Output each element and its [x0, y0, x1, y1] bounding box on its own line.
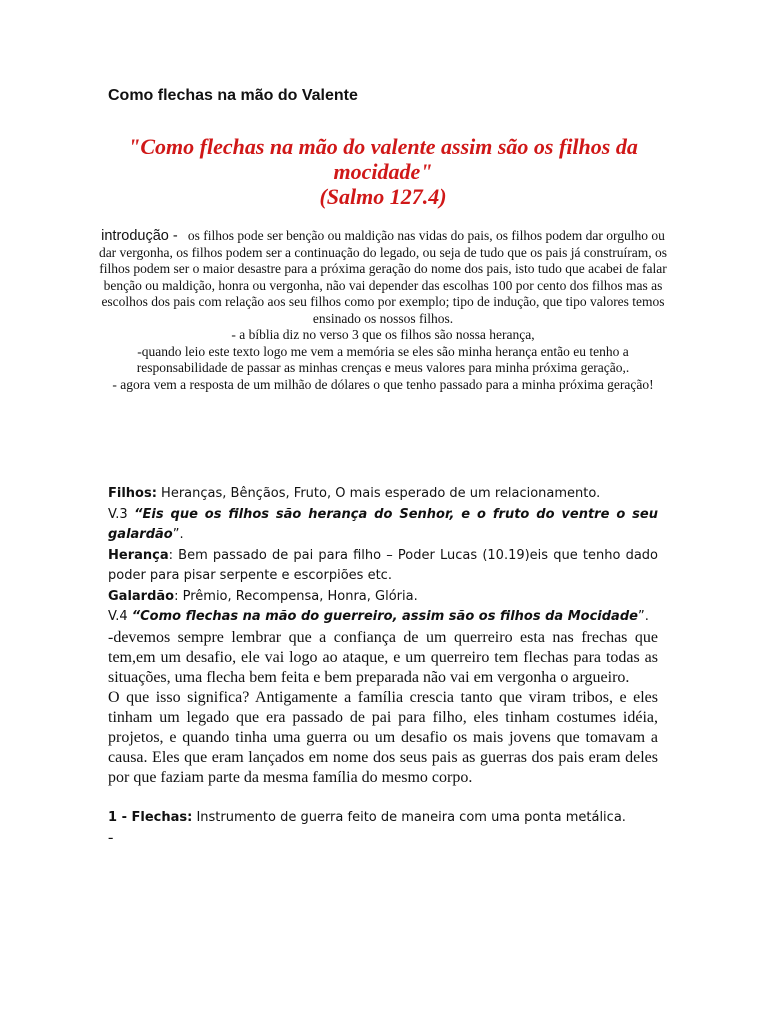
heranca-text: : Bem passado de pai para filho – Poder Lucas (10.19)eis que tenho dado poder para pisar serpente e escorpiões etc.	[108, 547, 658, 583]
heranca-label: Herança	[108, 547, 169, 563]
heading-line-2: mocidade"	[333, 159, 433, 184]
intro-text: os filhos pode ser benção ou maldição nas vidas do pais, os filhos podem dar orgulho ou dar vergonha, os filhos podem ser a continuação do legado, ou seja de tudo que os pais já construíram, os filhos podem ser o maior desastre para a próxima geração do nome dos pais, isto tudo que acabei de falar benção ou maldição, honra ou vergonha, não vai depender das escolhas 100 por cento dos filhos mas as escolhos dos pais com relação aos seu filhos como por exemplo; tipo de indução, que tipo valores temos ensinado os nossos filhos.	[98, 228, 668, 326]
verse-3-end: ”.	[172, 527, 184, 542]
main-body	[108, 484, 658, 848]
galardao-text: : Prêmio, Recompensa, Honra, Glória.	[174, 588, 418, 604]
flechas-paragraph	[108, 808, 658, 829]
intro-lead: introdução -	[101, 228, 178, 244]
page-title: Como flechas na mão do Valente	[108, 87, 358, 104]
verse-3-paragraph	[108, 505, 658, 546]
flechas-label: 1 - Flechas:	[108, 809, 193, 825]
intro-line-4: - agora vem a resposta de um milhão de dólares o que tenho passado para a minha próxima geração!	[112, 376, 654, 392]
meaning-paragraph: O que isso significa? Antigamente a família crescia tanto que viram tribos, e eles tinham um legado que era passado de pai para filho, eles tinham costumes idéia, projetos, e quando tinha uma guerra ou um desafio os mais jovens que tomavam a causa. Eles que eram lançados em nome dos seus pais as guerras dos pais eram deles por que faziam parte da mesma família do mesmo corpo.	[108, 688, 658, 786]
intro-line-3: -quando leio este texto logo me vem a memória se eles são minha herança então eu tenho a responsabilidade de passar as minhas crenças e meus valores para minha próxima geração,.	[136, 343, 630, 375]
flechas-text: Instrumento de guerra feito de maneira com uma ponta metálica.	[192, 809, 626, 825]
heading-line-1: "Como flechas na mão do valente assim são os filhos da	[128, 134, 638, 159]
trailing-dash: -	[108, 829, 114, 846]
verse-4-quote: “Como flechas na mão do guerreiro, assim são os filhos da Mocidade	[131, 609, 638, 624]
filhos-text: Heranças, Bênçãos, Fruto, O mais esperado de um relacionamento.	[156, 486, 601, 501]
intro-line-2: - a bíblia diz no verso 3 que os filhos são nossa herança,	[231, 327, 535, 342]
introduction	[98, 228, 668, 393]
warrior-paragraph: -devemos sempre lembrar que a confiança de um querreiro esta nas frechas que tem,em um desafio, ele vai logo ao ataque, e um querreiro tem flechas para todas as situações, uma flecha bem feita e bem preparada não vai em vergonha o argueiro.	[108, 628, 658, 686]
verse-4-paragraph	[108, 607, 658, 628]
scripture-heading	[100, 134, 666, 209]
verse-3-quote: “Eis que os filhos são herança do Senhor, e o fruto do ventre o seu galardão	[108, 506, 658, 542]
verse-4-end: ”.	[637, 609, 649, 624]
filhos-label: Filhos:	[108, 486, 157, 501]
verse-3-prefix: V.3	[108, 506, 135, 522]
galardao-paragraph	[108, 587, 658, 608]
spacer	[108, 788, 658, 808]
galardao-label: Galardão	[108, 588, 175, 604]
heading-reference: (Salmo 127.4)	[319, 184, 447, 209]
heranca-paragraph	[108, 546, 658, 587]
filhos-paragraph	[108, 484, 658, 505]
verse-4-prefix: V.4	[108, 609, 132, 624]
